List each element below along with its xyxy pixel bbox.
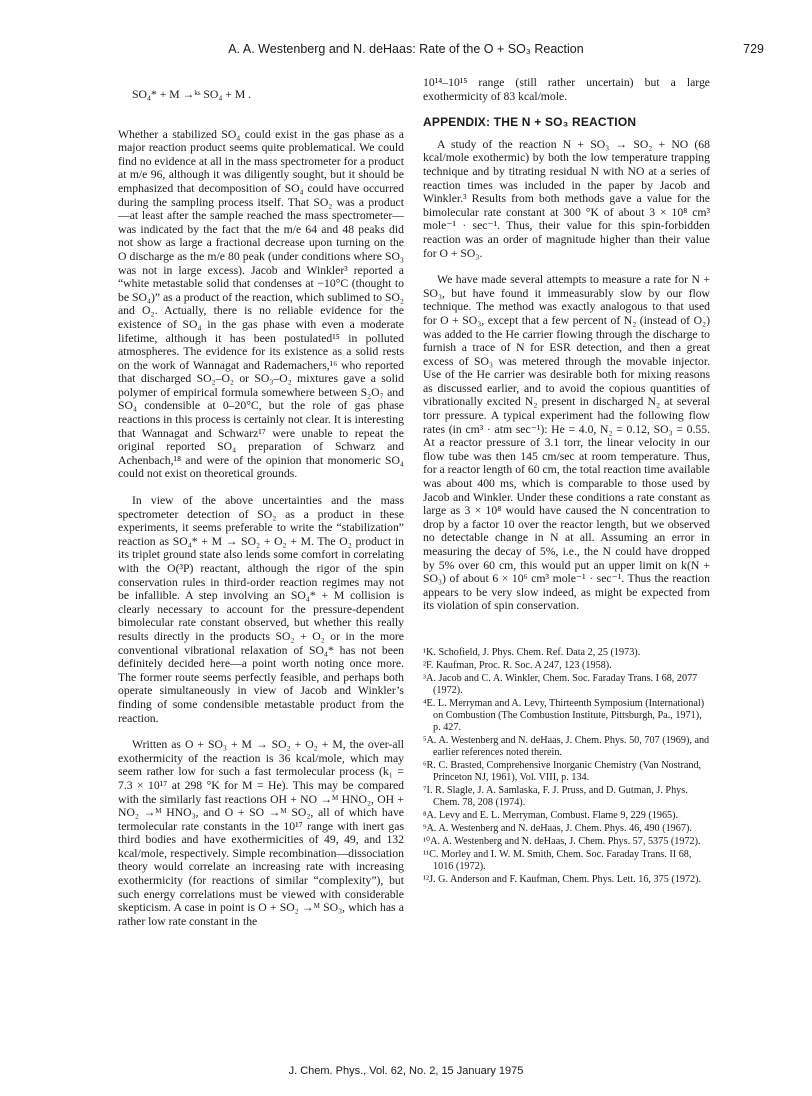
reference-item: ⁸A. Levy and E. L. Merryman, Combust. Flame 9, 229 (1965). xyxy=(423,809,679,821)
paragraph-n-so3-study: A study of the reaction N + SO₃ → SO₂ + NO (68 kcal/mole exothermic) by both the low temperature trapping technique and by titrating residual N with NO at a series of reaction times was included in the paper by Jacob and Winkler.³ Results from both methods gave a value for the bimolecular rate constant at 300 °K of about 3 × 10⁸ cm³ mole⁻¹ · sec⁻¹. Thus, their value for this spin-forbidden reaction was an order of magnitude higher than their value for O + SO₃. xyxy=(423,137,710,260)
paragraph-n-so3-measurement: We have made several attempts to measure a rate for N + SO₃, but have found it immeasurably slow by our flow technique. The method was exactly analogous to that used for O + SO₃, except that a few percent of N₂ (instead of O₂) was added to the He carrier flowing through the discharge to furnish a trace of N for ESR detection, and then a great excess of SO₃ was metered through the movable injector. Use of the He carrier was desirable both for mixing reasons as discussed earlier, and to avoid the copious quantities of vibrationally excited N₂ present in discharged N₂ at several torr pressure. A typical experiment had the following flow rates (in cm³ · atm sec⁻¹): He = 4.0, N₂ = 0.12, SO₃ = 0.55. At a reactor pressure of 3.1 torr, the linear velocity in our flow tube was then 145 cm/sec at room temperature. Thus, for a reactor length of 60 cm, the total reaction time available was about 400 ms, which is comparable to those used by Jacob and Winkler. Under these conditions a rate constant as large as 3 × 10⁸ would have caused the N concentration to drop by a factor 10 over the reactor length, but we observed no detectable change in N at all. Assuming an error in measuring the decay of 5%, i.e., the N could have dropped by 5% over 60 cm, this would put an upper limit on k(N + SO₃) of about 6 × 10⁶ cm³ mole⁻¹ · sec⁻¹. Thus the reaction appears to be very slow indeed, as might be expected from its violation of spin conservation. xyxy=(423,273,710,613)
reference-item: ⁵A. A. Westenberg and N. deHaas, J. Chem. Phys. 50, 707 (1969), and earlier references noted therein. xyxy=(423,734,710,758)
reference-item: ¹⁰A. A. Westenberg and N. deHaas, J. Chem. Phys. 57, 5375 (1972). xyxy=(423,835,701,847)
reference-item: ¹¹C. Morley and I. W. M. Smith, Chem. Soc. Faraday Trans. II 68, 1016 (1972). xyxy=(423,848,692,872)
running-header xyxy=(0,42,812,62)
reference-item: ¹²J. G. Anderson and F. Kaufman, Chem. Phys. Lett. 16, 375 (1972). xyxy=(423,873,702,885)
paragraph-so4-stability: Whether a stabilized SO₄ could exist in the gas phase as a major reaction product seems quite problematical. We could find no evidence at all in the mass spectrometer for a product at m/e 96, although it was diligently sought, but it should be emphasized that decomposition of SO₄ could have occurred during the sampling process itself. That SO₂ was a product—at least after the sample reached the mass spectrometer—was indicated by the fact that the m/e 64 and 48 peaks did not show as large a fractional decrease upon turning on the O discharge as the m/e 80 peak (under conditions where SO₃ was not in large excess). Jacob and Winkler³ reported a “white metastable solid that condenses at −10°C (thought to be SO₄)” as a product of the reaction, which sublimed to SO₂ and O₂. Actually, there is no reliable evidence for the existence of SO₄ in the gas phase with even a moderate lifetime, although it has been postulated¹⁵ in polluted atmospheres. The evidence for its existence as a solid rests on the work of Wannagat and Rademachers,¹⁶ who reported that discharged SO₂–O₂ or SO₃–O₂ mixtures gave a solid polymer of empirical formula somewhere between S₂O₇ and SO₄ condensible at 0–20°C, but the role of gas phase reactions in this process is certainly not clear. It is interesting that Wannagat and Schwarz¹⁷ were unable to repeat the original reported SO₄ preparation of Schwarz and Achenbach,¹⁸ and were of the opinion that monomeric SO₄ could not exist on theoretical grounds. xyxy=(118,127,404,481)
appendix-heading: APPENDIX: THE N + SO₃ REACTION xyxy=(423,115,637,130)
right-column xyxy=(423,76,710,887)
reference-item: ⁹A. A. Westenberg and N. deHaas, J. Chem. Phys. 46, 490 (1967). xyxy=(423,822,692,834)
reference-item: ⁷I. R. Slagle, J. A. Samlaska, F. J. Pruss, and D. Gutman, J. Phys. Chem. 78, 208 (1974). xyxy=(423,784,688,808)
references-list xyxy=(423,647,710,886)
left-column xyxy=(118,76,404,941)
reference-item: ⁶R. C. Brasted, Comprehensive Inorganic Chemistry (Van Nostrand, Princeton NJ, 1961), Vol. VIII, p. 134. xyxy=(423,759,702,783)
page-number: 729 xyxy=(743,42,764,56)
journal-footer: J. Chem. Phys., Vol. 62, No. 2, 15 January 1975 xyxy=(288,1065,524,1077)
header-title: A. A. Westenberg and N. deHaas: Rate of the O + SO₃ Reaction xyxy=(228,42,584,56)
equation-stabilization: SO₄* + M →ᵏˢ SO₄ + M . xyxy=(132,88,252,101)
reference-item: ²F. Kaufman, Proc. R. Soc. A 247, 123 (1958). xyxy=(423,659,612,671)
reference-item: ³A. Jacob and C. A. Winkler, Chem. Soc. Faraday Trans. I 68, 2077 (1972). xyxy=(423,672,698,696)
paragraph-continued: 10¹⁴–10¹⁵ range (still rather uncertain) but a large exothermicity of 83 kcal/mole. xyxy=(423,76,710,103)
paragraph-exothermicity: Written as O + SO₃ + M → SO₂ + O₂ + M, the over-all exothermicity of the reaction is 36 kcal/mole, which may seem rather low for such a fast termolecular process (k₁ = 7.3 × 10¹⁷ at 298 °K for M = He). This may be compared with the similarly fast reactions OH + NO →ᴹ HNO₂, OH + NO₂ →ᴹ HNO₃, and O + SO →ᴹ SO₂, all of which have termolecular rate constants in the 10¹⁷ range with inert gas third bodies and have exothermicities of 49, 49, and 132 kcal/mole, respectively. Simple recombination—dissociation theory would correlate an increasing rate with increasing exothermicity (for reactions of similar “complexity”), but such energy correlations must be viewed with considerable skepticism. A case in point is O + SO₂ →ᴹ SO₃, which has a rather low rate constant in the xyxy=(118,738,404,928)
reference-item: ¹K. Schofield, J. Phys. Chem. Ref. Data 2, 25 (1973). xyxy=(423,646,641,658)
paragraph-stabilization-reaction: In view of the above uncertainties and the mass spectrometer detection of SO₂ as a product in these experiments, it seems preferable to write the “stabilization” reaction as SO₄* + M → SO₂ + O₂ + M. The O₂ product in its triplet ground state also lends some comfort in correlating with the O(³P) reactant, although the rigor of the spin conservation rules in third-order reaction regimes may not be infallible. A step involving an SO₄* + M collision is clearly necessary to account for the pressure-dependent bimolecular rate constant observed, but whether this really results directly in the products SO₂ + O₂ or in the more conventional vibrational relaxation of SO₄* has not been definitely decided here—a point worth noting once more. The former route seems perfectly feasible, and perhaps both operate simultaneously in view of Jacob and Winkler’s finding of some condensible metastable product from the reaction. xyxy=(118,494,404,725)
reference-item: ⁴E. L. Merryman and A. Levy, Thirteenth Symposium (International) on Combustion (The Combustion Institute, Pittsburgh, Pa., 1971), p. 427. xyxy=(423,697,705,733)
